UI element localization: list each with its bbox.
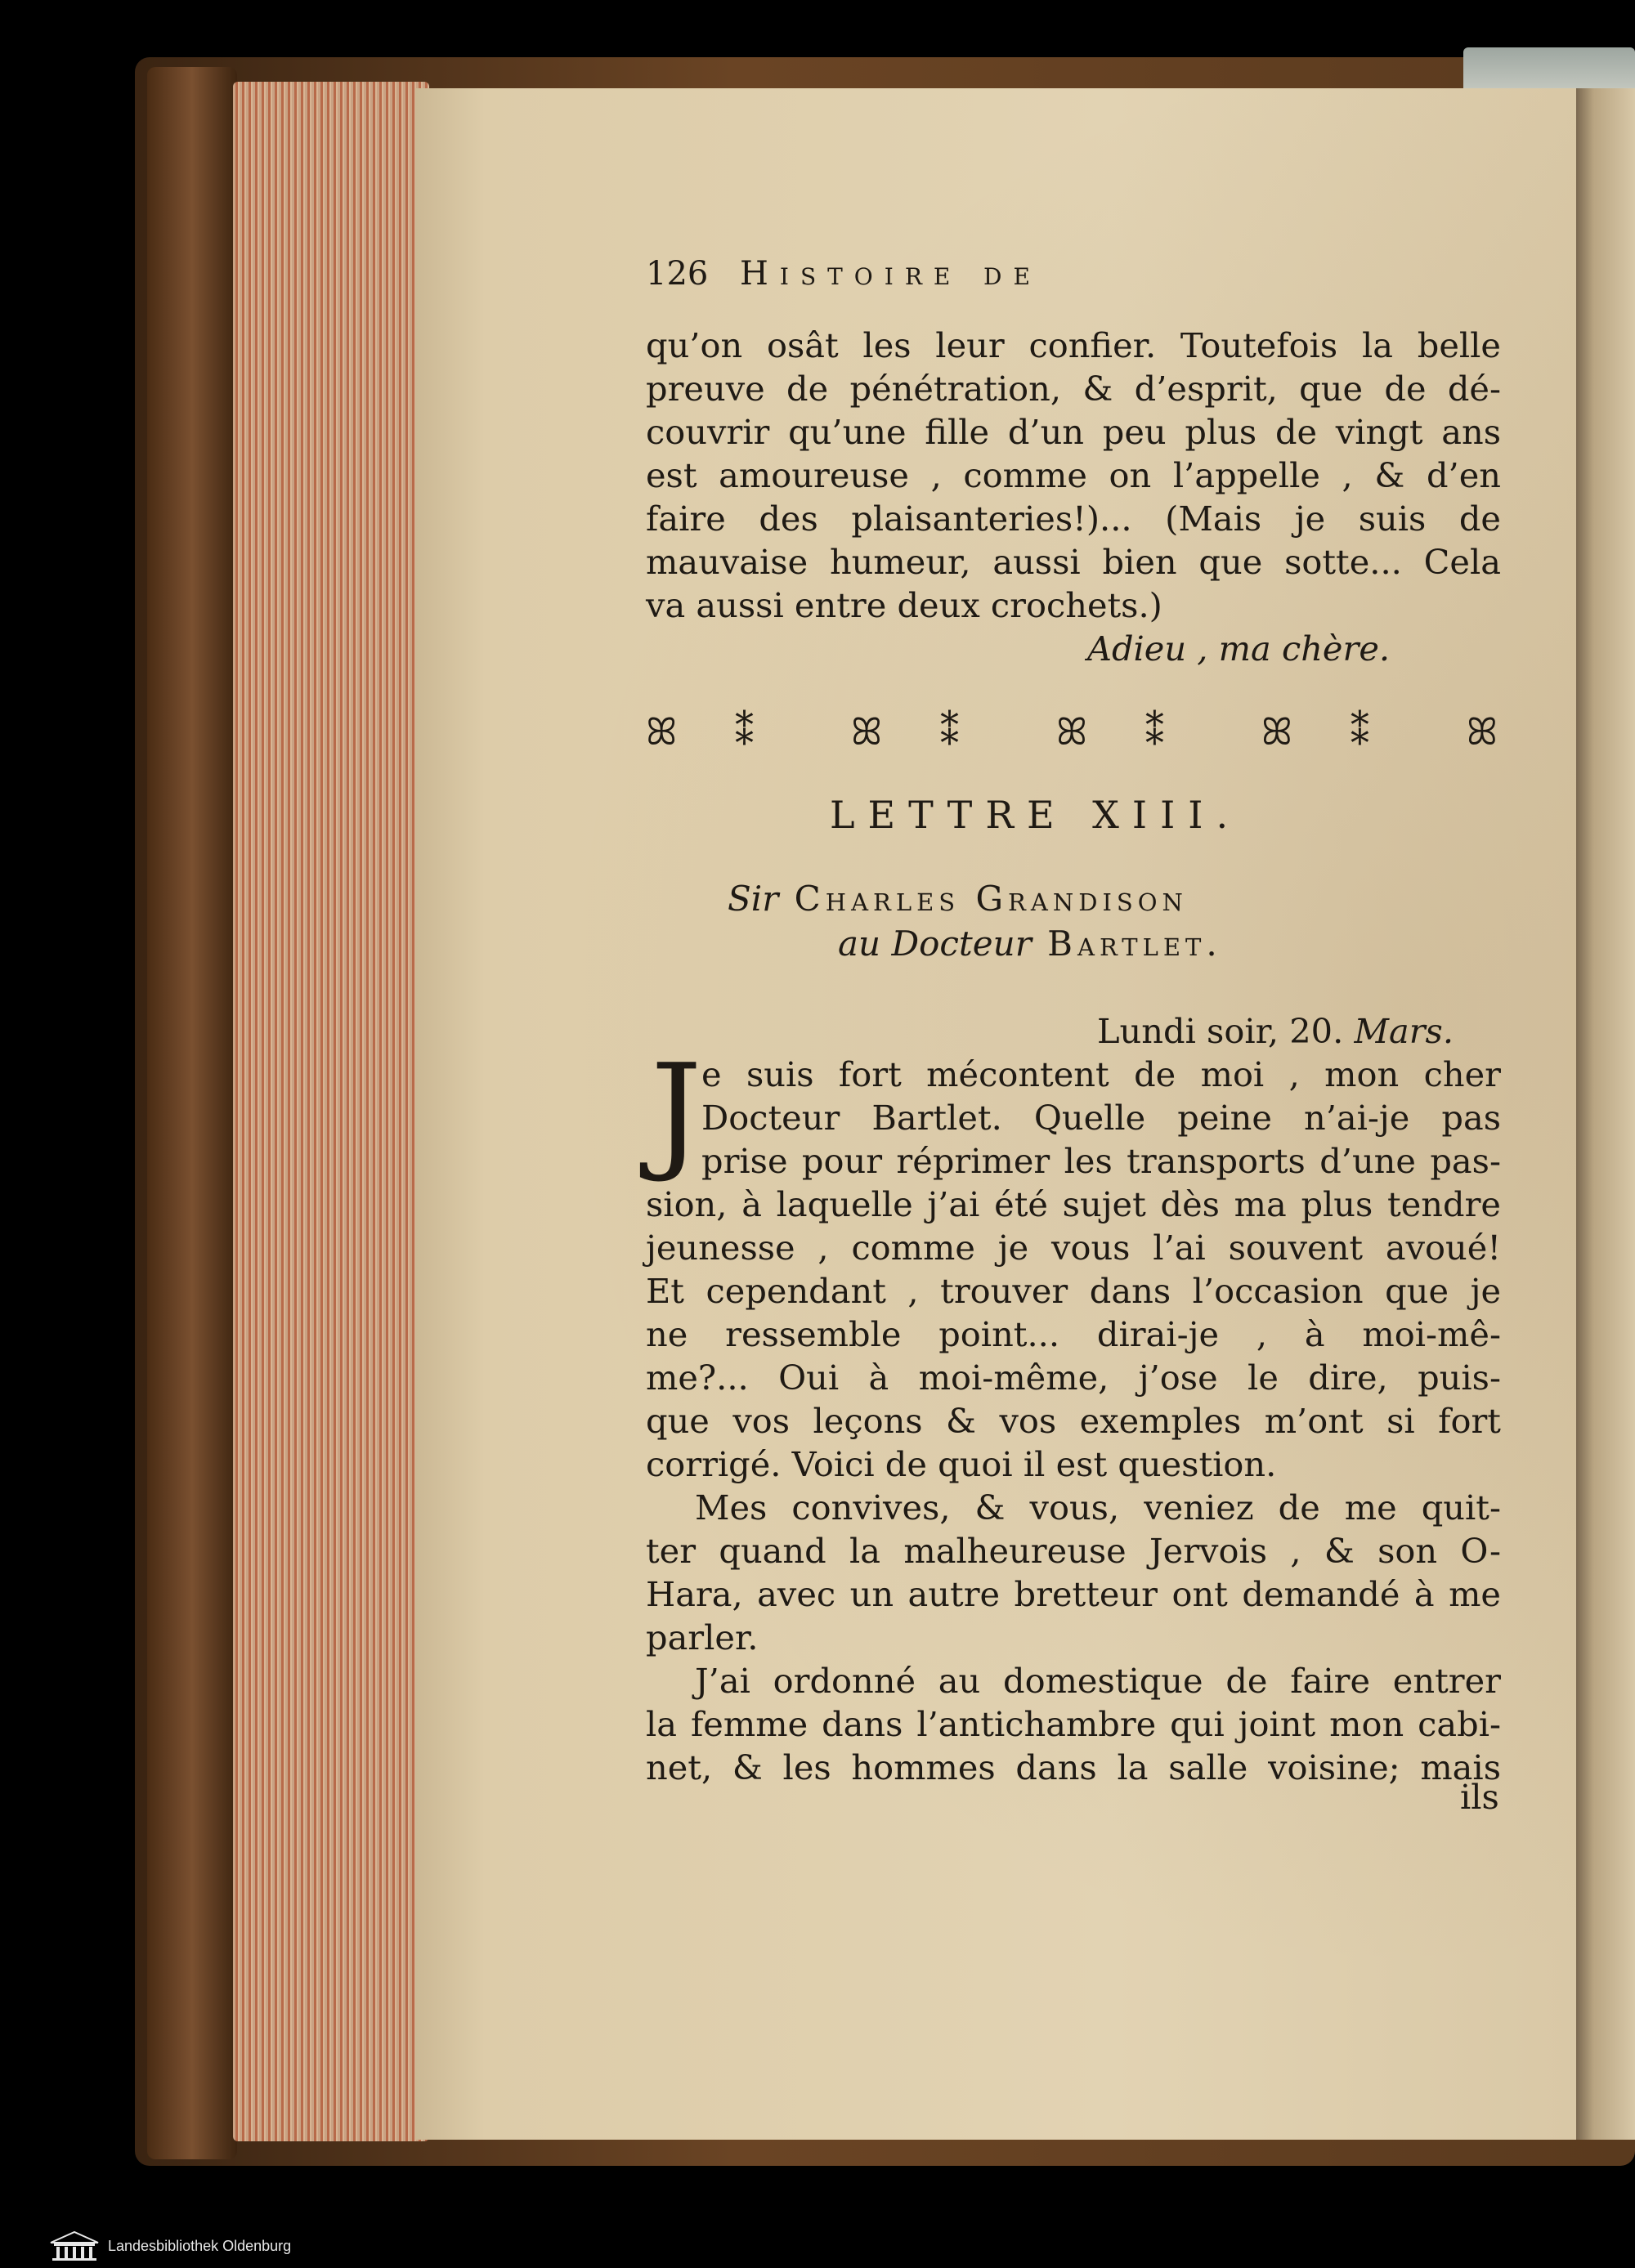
text-line: couvrir qu’une fille d’un peu plus de vingt ans <box>646 412 1501 452</box>
text-line: est amoureuse , comme on l’appelle , & d’en <box>646 455 1501 495</box>
text-line: Mes convives, & vous, veniez de me quit- <box>695 1487 1501 1528</box>
text-line: preuve de pénétration, & d’esprit, que de dé- <box>646 369 1501 409</box>
dateline <box>1097 1009 1454 1053</box>
letter-sender <box>728 879 1188 919</box>
letter-heading: LETTRE XIII. <box>830 793 1242 837</box>
drop-cap: J <box>651 1036 702 1185</box>
text-line: va aussi entre deux crochets.) <box>646 585 1162 625</box>
page-edges <box>233 82 429 2141</box>
ornament-divider: ꕤ ⁑ ꕤ ⁑ ꕤ ⁑ ꕤ ⁑ ꕤ <box>646 709 1501 754</box>
running-title: Histoire de <box>740 255 1041 293</box>
library-name: Landesbibliothek Oldenburg <box>108 2238 292 2254</box>
text-line: qu’on osât les leur confier. Toutefois la belle <box>646 325 1501 365</box>
text-line: J’ai ordonné au domestique de faire entrer <box>695 1661 1501 1701</box>
page-number: 126 <box>646 255 709 293</box>
cover-edge <box>147 67 237 2159</box>
text-line: que vos leçons & vos exemples m’ont si fort <box>646 1401 1501 1441</box>
text-line: e suis fort mécontent de moi , mon cher <box>701 1054 1501 1094</box>
text-line: faire des plaisanteries!)... (Mais je suis de <box>646 499 1501 539</box>
dateline-month: Mars. <box>1354 1011 1454 1051</box>
text-line: ne ressemble point... dirai-je , à moi-mê- <box>646 1314 1501 1354</box>
gutter-shadow <box>1576 88 1635 2140</box>
text-line: Docteur Bartlet. Quelle peine n’ai-je pas <box>701 1098 1501 1138</box>
text-line: Hara, avec un autre bretteur ont demandé à me <box>646 1574 1501 1614</box>
dateline-day: Lundi soir, 20. <box>1097 1011 1344 1051</box>
text-line: corrigé. Voici de quoi il est question. <box>646 1444 1277 1484</box>
text-line: me?... Oui à moi-même, j’ose le dire, puis- <box>646 1358 1501 1398</box>
sender-prefix: Sir <box>728 879 779 919</box>
text-line: prise pour réprimer les transports d’une pas- <box>701 1141 1501 1181</box>
text-line: Et cependant , trouver dans l’occasion que je <box>646 1271 1501 1311</box>
text-line: ter quand la malheureuse Jervois , & son O- <box>646 1531 1501 1571</box>
text-line: sion, à laquelle j’ai été sujet dès ma plus tendre <box>646 1184 1501 1224</box>
recipient-name: Bartlet. <box>1047 924 1222 964</box>
recipient-prefix: au Docteur <box>838 924 1032 964</box>
text-line: net, & les hommes dans la salle voisine; mais <box>646 1747 1501 1787</box>
catchword: ils <box>1460 1777 1499 1817</box>
text-line: la femme dans l’antichambre qui joint mon cabi- <box>646 1704 1501 1744</box>
text-line: parler. <box>646 1617 759 1657</box>
library-building-icon <box>47 2230 101 2262</box>
signoff: Adieu , ma chère. <box>1087 629 1391 669</box>
letter-recipient <box>838 924 1222 964</box>
sender-name: Charles Grandison <box>794 879 1188 919</box>
text-line: mauvaise humeur, aussi bien que sotte... Cela <box>646 542 1501 582</box>
text-line: jeunesse , comme je vous l’ai souvent avoué! <box>646 1228 1501 1268</box>
